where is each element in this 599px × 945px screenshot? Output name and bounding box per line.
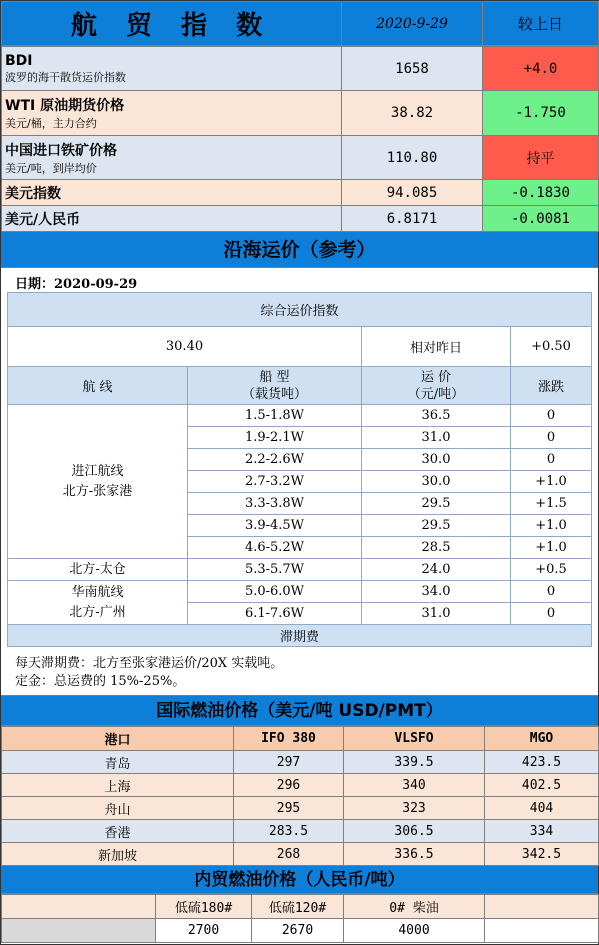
index-row-usdcny <box>2 206 599 232</box>
col-lsfo120: 低硫120# <box>252 895 344 919</box>
rate-value: 36.5 <box>362 405 511 427</box>
rate-value: 29.5 <box>362 515 511 537</box>
mgo-price: 334 <box>485 820 599 843</box>
ship-size: 5.0-6.0W <box>188 581 362 603</box>
coastal-freight-panel <box>1 268 598 696</box>
rate-change: +1.0 <box>511 537 592 559</box>
ifo380-price: 297 <box>234 751 344 774</box>
ship-size: 1.9-2.1W <box>188 427 362 449</box>
domestic-fuel-title: 内贸燃油价格（人民币/吨） <box>1 866 598 894</box>
index-change: -0.0081 <box>483 206 599 232</box>
vlsfo-price: 306.5 <box>344 820 485 843</box>
intl-fuel-title: 国际燃油价格（美元/吨 USD/PMT） <box>1 696 598 726</box>
index-change: +4.0 <box>483 47 599 91</box>
mgo-price: 423.5 <box>485 751 599 774</box>
index-row-bdi <box>2 47 599 91</box>
rate-change: +1.0 <box>511 471 592 493</box>
index-subtitle: 波罗的海干散货运价指数 <box>5 70 126 84</box>
col-lsfo180: 低硫180# <box>156 895 252 919</box>
blank-cell <box>2 919 156 943</box>
rate-value: 29.5 <box>362 493 511 515</box>
table-row <box>8 581 592 603</box>
port-name: 上海 <box>2 774 234 797</box>
port-name: 香港 <box>2 820 234 843</box>
relative-value: +0.50 <box>511 327 592 367</box>
route-line1: 进江航线 <box>71 463 124 479</box>
route-line2: 北方-张家港 <box>62 483 133 499</box>
ship-size: 6.1-7.6W <box>188 603 362 625</box>
table-header-row <box>2 727 599 751</box>
index-change: -1.750 <box>483 91 599 136</box>
col-rate-line2: （元/吨） <box>407 386 465 402</box>
index-name: WTI 原油期货价格 <box>5 98 125 114</box>
indices-table <box>1 46 599 232</box>
rate-change: 0 <box>511 603 592 625</box>
lsfo180-price: 2700 <box>156 919 252 943</box>
ifo380-price: 295 <box>234 797 344 820</box>
ship-size: 1.5-1.8W <box>188 405 362 427</box>
composite-index-title: 综合运价指数 <box>8 293 592 327</box>
domestic-fuel-table <box>1 894 599 943</box>
header-date: 2020-9-29 <box>342 2 483 46</box>
ship-size: 3.3-3.8W <box>188 493 362 515</box>
demurrage-note: 每天滞期费：北方至张家港运价/20X 实载吨。 <box>15 656 284 671</box>
lsfo120-price: 2670 <box>252 919 344 943</box>
mgo-price: 342.5 <box>485 843 599 866</box>
col-rate <box>362 367 511 405</box>
index-value: 38.82 <box>342 91 483 136</box>
ship-size: 2.2-2.6W <box>188 449 362 471</box>
port-name: 新加坡 <box>2 843 234 866</box>
index-name: BDI <box>5 52 33 69</box>
rate-value: 34.0 <box>362 581 511 603</box>
index-value: 1658 <box>342 47 483 91</box>
ship-size: 4.6-5.2W <box>188 537 362 559</box>
compare-label: 较上日 <box>483 2 599 46</box>
mgo-price: 404 <box>485 797 599 820</box>
mgo-price: 402.5 <box>485 774 599 797</box>
col-ship-type <box>188 367 362 405</box>
ship-size: 5.3-5.7W <box>188 559 362 581</box>
index-change: 持平 <box>483 136 599 180</box>
rate-change: +1.0 <box>511 515 592 537</box>
index-name: 美元指数 <box>5 185 61 202</box>
col-change: 涨跌 <box>511 367 592 405</box>
rate-value: 24.0 <box>362 559 511 581</box>
blank-cell-end <box>485 919 599 943</box>
col-ship-line2: （载货吨） <box>241 386 307 402</box>
table-row <box>2 751 599 774</box>
ifo380-price: 268 <box>234 843 344 866</box>
intl-fuel-table <box>1 726 599 866</box>
page-title: 航 贸 指 数 <box>2 2 342 46</box>
table-row <box>2 774 599 797</box>
col-ship-line1: 船 型 <box>259 369 290 385</box>
rate-change: +0.5 <box>511 559 592 581</box>
route-line1: 华南航线 <box>71 584 124 600</box>
index-name: 中国进口铁矿价格 <box>5 142 117 159</box>
index-row-wti <box>2 91 599 136</box>
index-row-iron-ore <box>2 136 599 180</box>
demurrage-title: 滞期费 <box>8 625 592 647</box>
index-value: 6.8171 <box>342 206 483 232</box>
vlsfo-price: 339.5 <box>344 751 485 774</box>
route-cell <box>8 581 188 625</box>
col-ifo380: IFO 380 <box>234 727 344 751</box>
rate-change: +1.5 <box>511 493 592 515</box>
date-value: 2020-09-29 <box>54 277 138 292</box>
col-rate-line1: 运 价 <box>420 369 452 385</box>
vlsfo-price: 336.5 <box>344 843 485 866</box>
col-blank <box>2 895 156 919</box>
table-row <box>2 797 599 820</box>
table-row <box>2 843 599 866</box>
ifo380-price: 296 <box>234 774 344 797</box>
relative-label: 相对昨日 <box>362 327 511 367</box>
index-value: 94.085 <box>342 180 483 206</box>
rate-change: 0 <box>511 405 592 427</box>
route-cell: 北方-太仓 <box>8 559 188 581</box>
ifo380-price: 283.5 <box>234 820 344 843</box>
index-value: 110.80 <box>342 136 483 180</box>
date-label: 日期： <box>15 277 55 292</box>
index-row-dxy <box>2 180 599 206</box>
table-row <box>2 820 599 843</box>
rate-change: 0 <box>511 427 592 449</box>
col-mgo: MGO <box>485 727 599 751</box>
deposit-note: 定金：总运费的 15%-25%。 <box>15 674 186 689</box>
header-table <box>1 1 599 46</box>
index-subtitle: 美元/吨，到岸均价 <box>5 161 97 175</box>
index-change: -0.1830 <box>483 180 599 206</box>
coastal-date <box>15 273 137 292</box>
col-port: 港口 <box>2 727 234 751</box>
port-name: 青岛 <box>2 751 234 774</box>
ship-size: 3.9-4.5W <box>188 515 362 537</box>
vlsfo-price: 340 <box>344 774 485 797</box>
index-label-cell <box>2 180 342 206</box>
col-diesel: 0# 柴油 <box>344 895 485 919</box>
index-name: 美元/人民币 <box>5 211 81 228</box>
rate-value: 30.0 <box>362 449 511 471</box>
index-label-cell <box>2 206 342 232</box>
diesel-price: 4000 <box>344 919 485 943</box>
rate-change: 0 <box>511 449 592 471</box>
index-label-cell <box>2 47 342 91</box>
col-blank-end <box>485 895 599 919</box>
composite-index-value: 30.40 <box>8 327 362 367</box>
table-row <box>8 559 592 581</box>
rate-value: 31.0 <box>362 427 511 449</box>
route-cell <box>8 405 188 559</box>
route-line2: 北方-广州 <box>69 604 126 620</box>
coastal-section-title: 沿海运价（参考） <box>1 232 598 268</box>
col-route: 航 线 <box>8 367 188 405</box>
index-label-cell <box>2 136 342 180</box>
vlsfo-price: 323 <box>344 797 485 820</box>
table-row <box>8 405 592 427</box>
table-row <box>2 919 599 943</box>
rate-value: 30.0 <box>362 471 511 493</box>
col-vlsfo: VLSFO <box>344 727 485 751</box>
rate-change: 0 <box>511 581 592 603</box>
port-name: 舟山 <box>2 797 234 820</box>
freight-rate-table <box>7 292 592 647</box>
index-subtitle: 美元/桶，主力合约 <box>5 117 97 130</box>
rate-value: 31.0 <box>362 603 511 625</box>
index-label-cell <box>2 91 342 136</box>
table-header-row <box>2 895 599 919</box>
ship-size: 2.7-3.2W <box>188 471 362 493</box>
rate-value: 28.5 <box>362 537 511 559</box>
